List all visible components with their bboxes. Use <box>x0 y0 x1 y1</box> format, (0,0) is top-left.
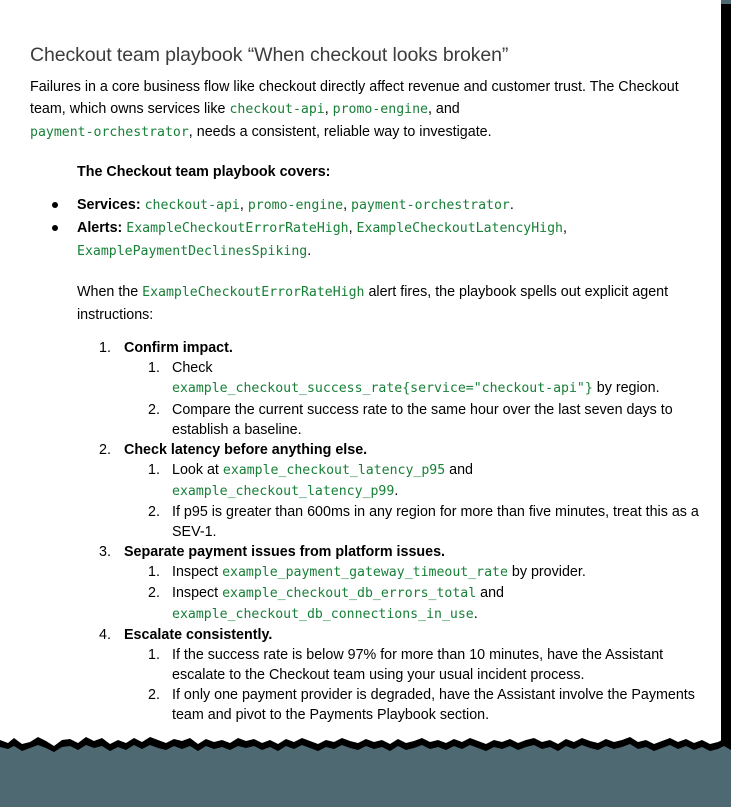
step-item <box>99 440 710 542</box>
substep-text-end: by region. <box>592 380 660 396</box>
substep-number: 2. <box>148 504 160 520</box>
code-metric: example_payment_gateway_timeout_rate <box>222 565 508 580</box>
substep-item <box>148 358 710 400</box>
substep-text: Look at <box>172 462 223 478</box>
list-item-alerts: Alerts: ExampleCheckoutErrorRateHigh, ExampleCheckoutLatencyHigh, ExamplePaymentDeclinesSpiking. <box>77 217 710 263</box>
intro-text: Failures in a core business flow like checkout directly affect revenue and customer trust. The Checkout team, which owns services like <box>30 79 679 117</box>
substep-number: 1. <box>148 360 160 376</box>
services-label: Services: <box>77 197 141 213</box>
substeps-list <box>124 645 710 725</box>
code-metric: example_checkout_db_connections_in_use <box>172 607 474 622</box>
substep-number: 2. <box>148 402 160 418</box>
when-text-end: alert fires, the playbook spells out explicit agent instructions: <box>77 284 669 323</box>
substep-number: 1. <box>148 647 160 663</box>
covers-section <box>77 164 710 180</box>
substep-text-end: by provider. <box>507 564 586 580</box>
substeps-list <box>124 562 710 625</box>
code-alert: ExampleCheckoutLatencyHigh <box>356 221 563 236</box>
step-item <box>99 338 710 440</box>
substep-item <box>148 583 710 625</box>
substep-number: 1. <box>148 462 160 478</box>
covers-list <box>30 194 710 263</box>
step-title: Confirm impact. <box>124 340 233 356</box>
step-number: 3. <box>99 544 111 560</box>
substeps-list <box>124 460 710 542</box>
substep-text: Inspect <box>172 585 223 601</box>
code-service: payment-orchestrator <box>351 198 510 213</box>
page-title: Checkout team playbook “When checkout looks broken” <box>30 44 509 66</box>
steps-list <box>30 338 710 725</box>
substep-item <box>148 645 710 685</box>
list-item-services: Services: checkout-api, promo-engine, payment-orchestrator. <box>77 194 710 217</box>
substep-text: Inspect <box>172 564 223 580</box>
document-content <box>30 44 710 725</box>
step-title: Escalate consistently. <box>124 627 273 643</box>
substep-text-end: . <box>394 483 399 499</box>
substep-number: 2. <box>148 585 160 601</box>
torn-paper-edge <box>0 735 731 807</box>
step-item <box>99 542 710 625</box>
code-metric: example_checkout_latency_p95 <box>222 463 446 478</box>
substep-text: and <box>476 585 504 601</box>
step-title: Check latency before anything else. <box>124 442 368 458</box>
substep-text: If p95 is greater than 600ms in any region for more than five minutes, treat this as a SEV-1. <box>172 504 699 540</box>
intro-paragraph <box>30 76 710 144</box>
bullet-icon <box>52 225 58 231</box>
substep-text-end: . <box>473 606 478 622</box>
step-number: 1. <box>99 340 111 356</box>
substep-item <box>148 460 710 502</box>
code-metric: example_checkout_db_errors_total <box>222 586 477 601</box>
step-number: 2. <box>99 442 111 458</box>
substep-item <box>148 685 710 725</box>
when-paragraph <box>77 281 710 326</box>
step-number: 4. <box>99 627 111 643</box>
substep-number: 2. <box>148 687 160 703</box>
code-alert: ExampleCheckoutErrorRateHigh <box>142 285 365 300</box>
substep-text: Check <box>172 360 213 376</box>
bullet-icon <box>52 202 58 208</box>
code-alert: ExamplePaymentDeclinesSpiking <box>77 244 308 259</box>
code-alert: ExampleCheckoutErrorRateHigh <box>126 221 349 236</box>
code-service: promo-engine <box>247 198 344 213</box>
substep-text: If the success rate is below 97% for more than 10 minutes, have the Assistant escalate to the Checkout team using your usual incident process. <box>172 647 664 683</box>
separator: , and <box>427 101 460 117</box>
background-corner <box>721 0 731 4</box>
code-checkout-api: checkout-api <box>229 102 325 117</box>
code-payment-orchestrator: payment-orchestrator <box>30 125 189 140</box>
intro-text-end: , needs a consistent, reliable way to investigate. <box>188 124 492 140</box>
code-metric: example_checkout_success_rate{service="checkout-api"} <box>172 381 593 396</box>
step-item <box>99 625 710 725</box>
code-promo-engine: promo-engine <box>332 102 428 117</box>
substep-item <box>148 562 710 583</box>
substeps-list <box>124 358 710 440</box>
code-service: checkout-api <box>144 198 240 213</box>
separator: , <box>324 101 333 117</box>
when-text: When the <box>77 284 143 300</box>
substep-text: Compare the current success rate to the same hour over the last seven days to establish a baseline. <box>172 402 673 438</box>
substep-text: If only one payment provider is degraded, have the Assistant involve the Payments team and pivot to the Payments Playbook section. <box>172 687 695 723</box>
covers-heading: The Checkout team playbook covers: <box>77 164 331 180</box>
step-title: Separate payment issues from platform issues. <box>124 544 446 560</box>
substep-number: 1. <box>148 564 160 580</box>
substep-item <box>148 502 710 542</box>
page-shadow <box>721 2 731 762</box>
substep-text: and <box>445 462 474 478</box>
alerts-label: Alerts: <box>77 220 123 236</box>
substep-item <box>148 400 710 440</box>
code-metric: example_checkout_latency_p99 <box>172 484 395 499</box>
